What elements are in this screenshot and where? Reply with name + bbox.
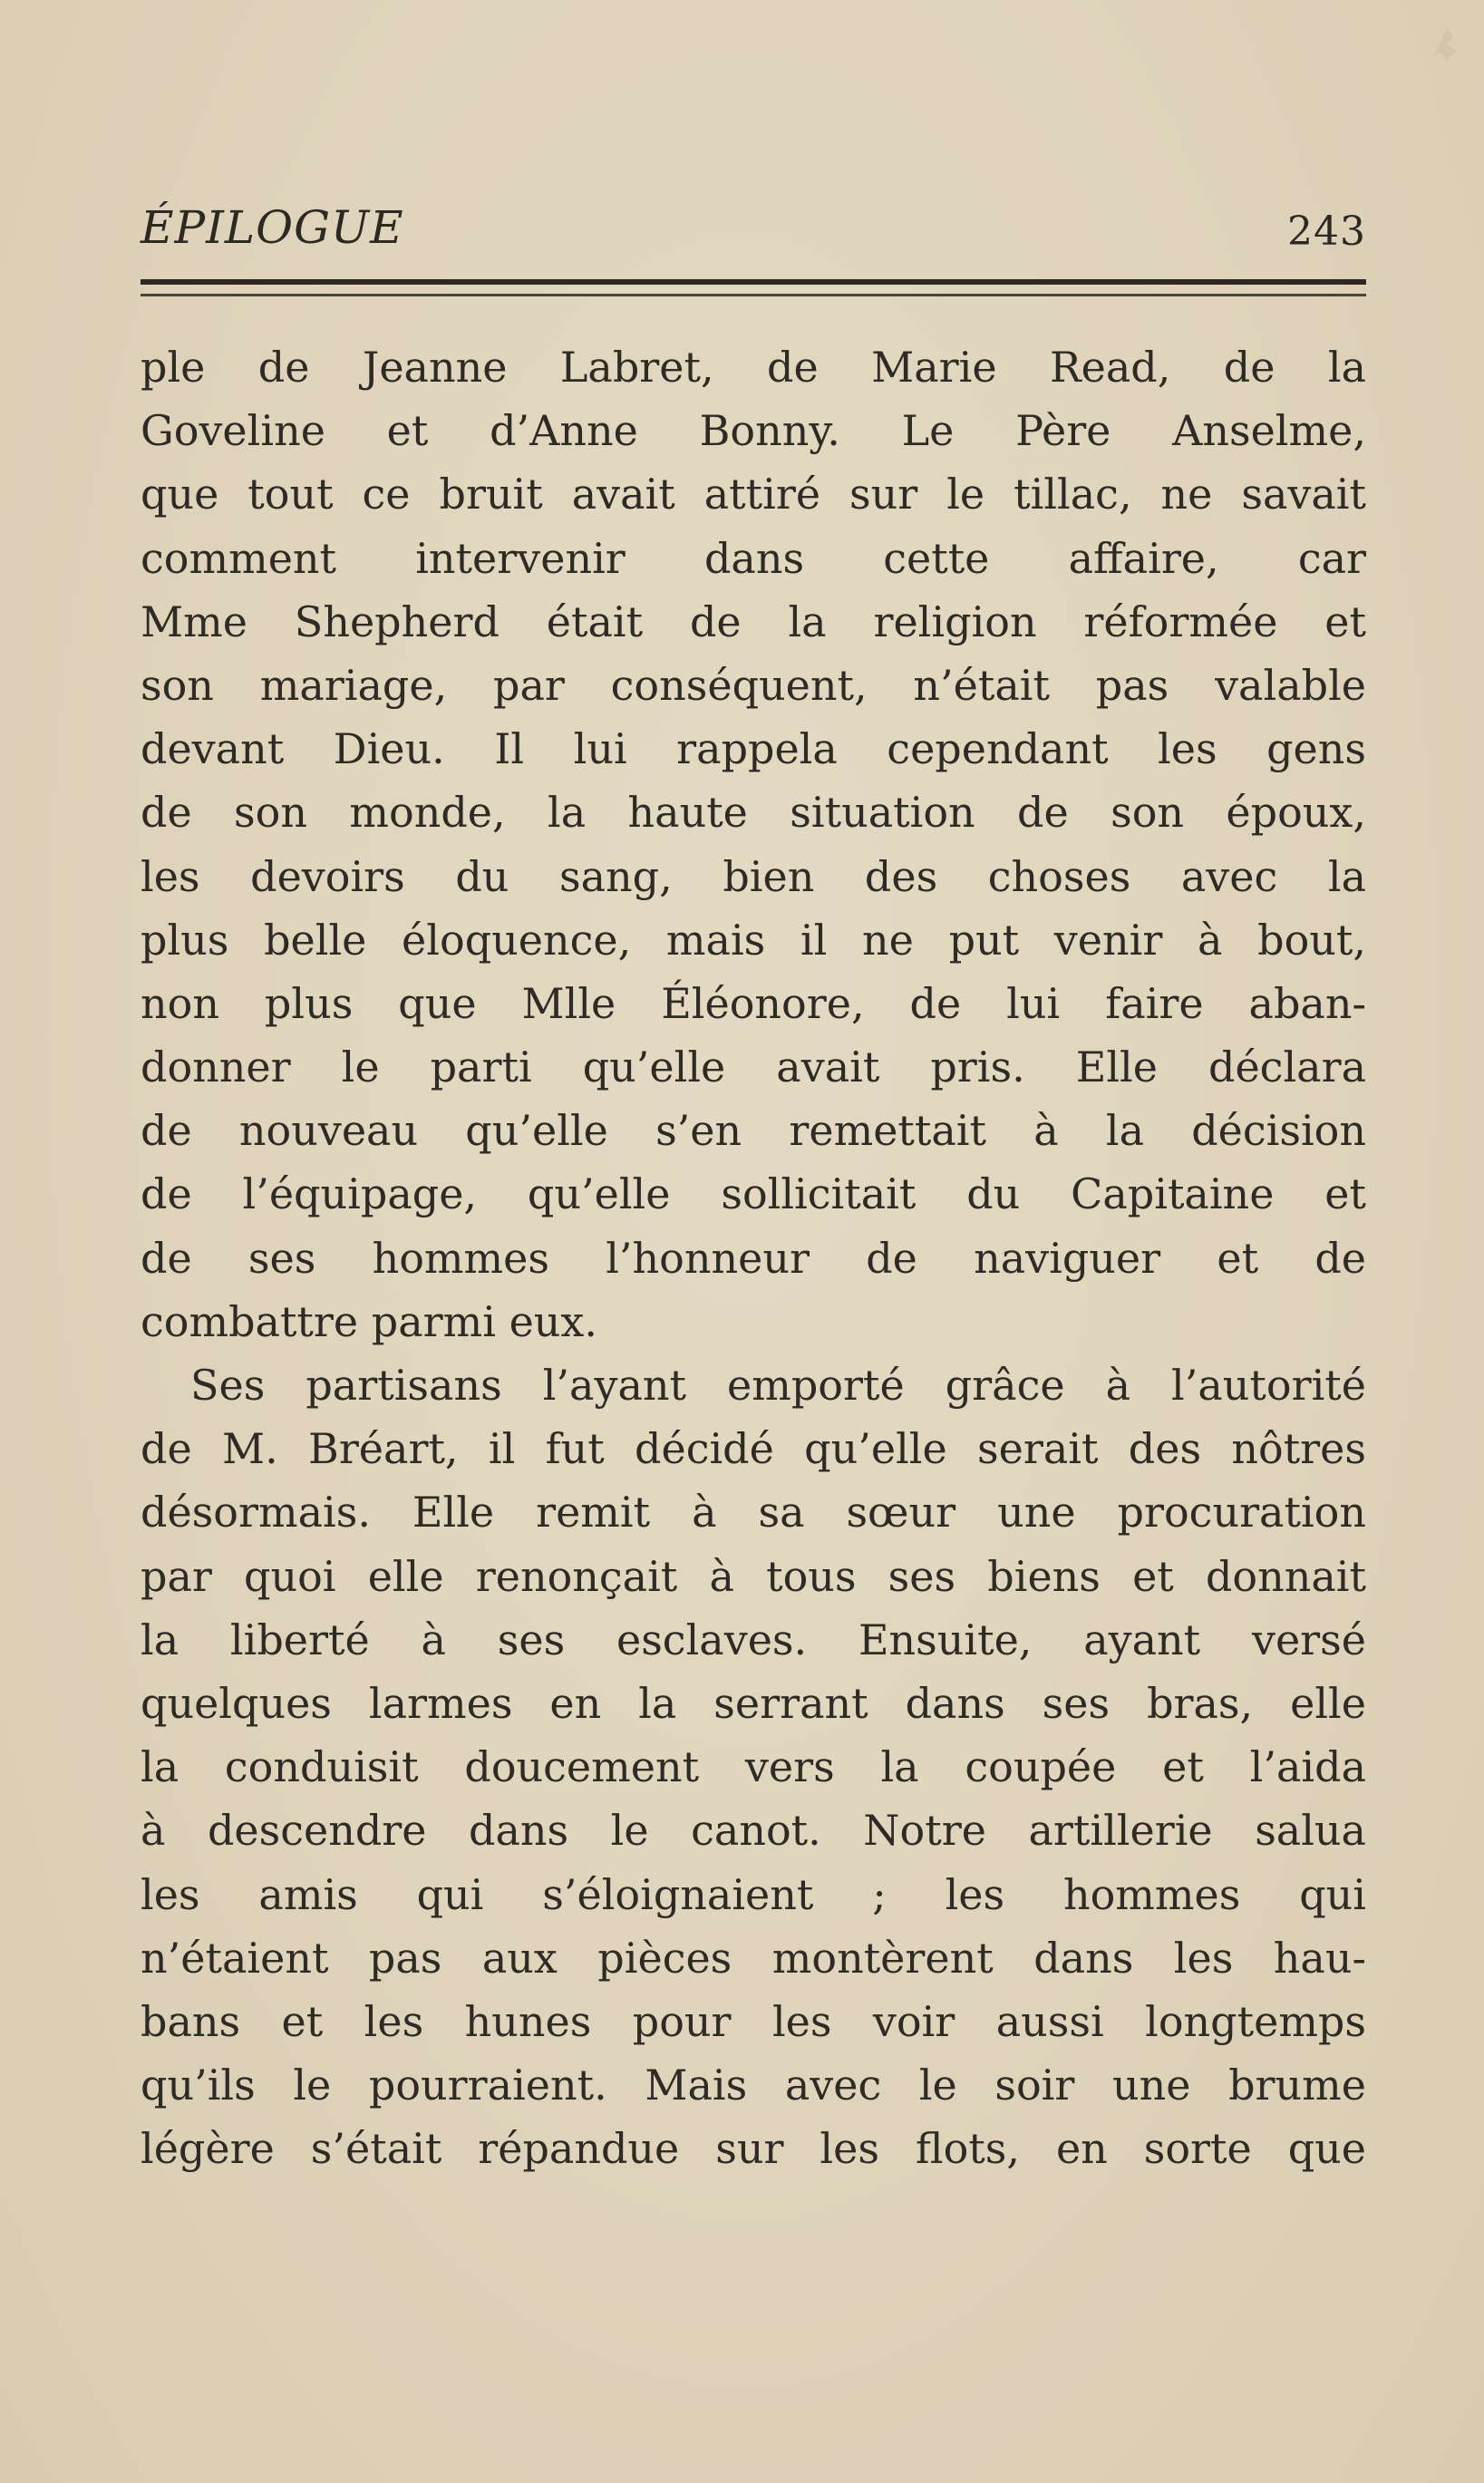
- header-rule: [141, 279, 1366, 285]
- text-line: ple de Jeanne Labret, de Marie Read, de la: [141, 343, 1366, 392]
- text-line: de nouveau qu’elle s’en remettait à la décision: [141, 1106, 1366, 1156]
- text-line: la conduisit doucement vers la coupée et l’aida: [141, 1742, 1366, 1792]
- text-line: Ses partisans l’ayant emporté grâce à l’autorité: [190, 1361, 1366, 1410]
- text-line: Mme Shepherd était de la religion réformée et: [141, 597, 1366, 646]
- text-line: de M. Bréart, il fut décidé qu’elle serait des nôtres: [141, 1424, 1366, 1474]
- text-line: bans et les hunes pour les voir aussi longtemps: [141, 1996, 1366, 2046]
- text-line: de l’équipage, qu’elle sollicitait du Capitaine et: [141, 1169, 1366, 1219]
- text-line: que tout ce bruit avait attiré sur le tillac, ne savait: [141, 470, 1366, 519]
- text-line: plus belle éloquence, mais il ne put venir à bout,: [141, 915, 1366, 965]
- text-line: qu’ils le pourraient. Mais avec le soir une brume: [141, 2061, 1366, 2110]
- text-line: désormais. Elle remit à sa sœur une procuration: [141, 1488, 1366, 1537]
- paragraph-1: [141, 335, 1366, 1353]
- text-line: de son monde, la haute situation de son époux,: [141, 788, 1366, 838]
- text-line: les devoirs du sang, bien des choses avec la: [141, 851, 1366, 901]
- running-head: [141, 201, 1366, 265]
- text-line: par quoi elle renonçait à tous ses biens et donnait: [141, 1551, 1366, 1601]
- text-line: non plus que Mlle Éléonore, de lui faire aban-: [141, 978, 1366, 1028]
- text-line: combattre parmi eux.: [141, 1296, 597, 1346]
- body-text: [141, 335, 1366, 2180]
- text-line: légère s’était répandue sur les flots, en sorte que: [141, 2124, 1366, 2174]
- text-line: la liberté à ses esclaves. Ensuite, ayant versé: [141, 1615, 1366, 1664]
- text-line: de ses hommes l’honneur de naviguer et de: [141, 1233, 1366, 1283]
- header-rule-thin: [141, 294, 1366, 296]
- text-line: son mariage, par conséquent, n’était pas valable: [141, 660, 1366, 710]
- text-line: Goveline et d’Anne Bonny. Le Père Anselme,: [141, 406, 1366, 456]
- text-line: donner le parti qu’elle avait pris. Elle déclara: [141, 1043, 1366, 1092]
- text-line: quelques larmes en la serrant dans ses bras, elle: [141, 1678, 1366, 1728]
- text-line: comment intervenir dans cette affaire, car: [141, 533, 1366, 583]
- paragraph-2: [141, 1353, 1366, 2180]
- text-line: les amis qui s’éloignaient ; les hommes qui: [141, 1869, 1366, 1919]
- page-corner-smudge: [1421, 20, 1475, 92]
- page-number: 243: [1287, 209, 1366, 255]
- text-line: devant Dieu. Il lui rappela cependant les gens: [141, 724, 1366, 774]
- text-line: à descendre dans le canot. Notre artillerie salua: [141, 1806, 1366, 1856]
- text-line: n’étaient pas aux pièces montèrent dans les hau-: [141, 1933, 1366, 1983]
- running-title: ÉPILOGUE: [141, 201, 404, 254]
